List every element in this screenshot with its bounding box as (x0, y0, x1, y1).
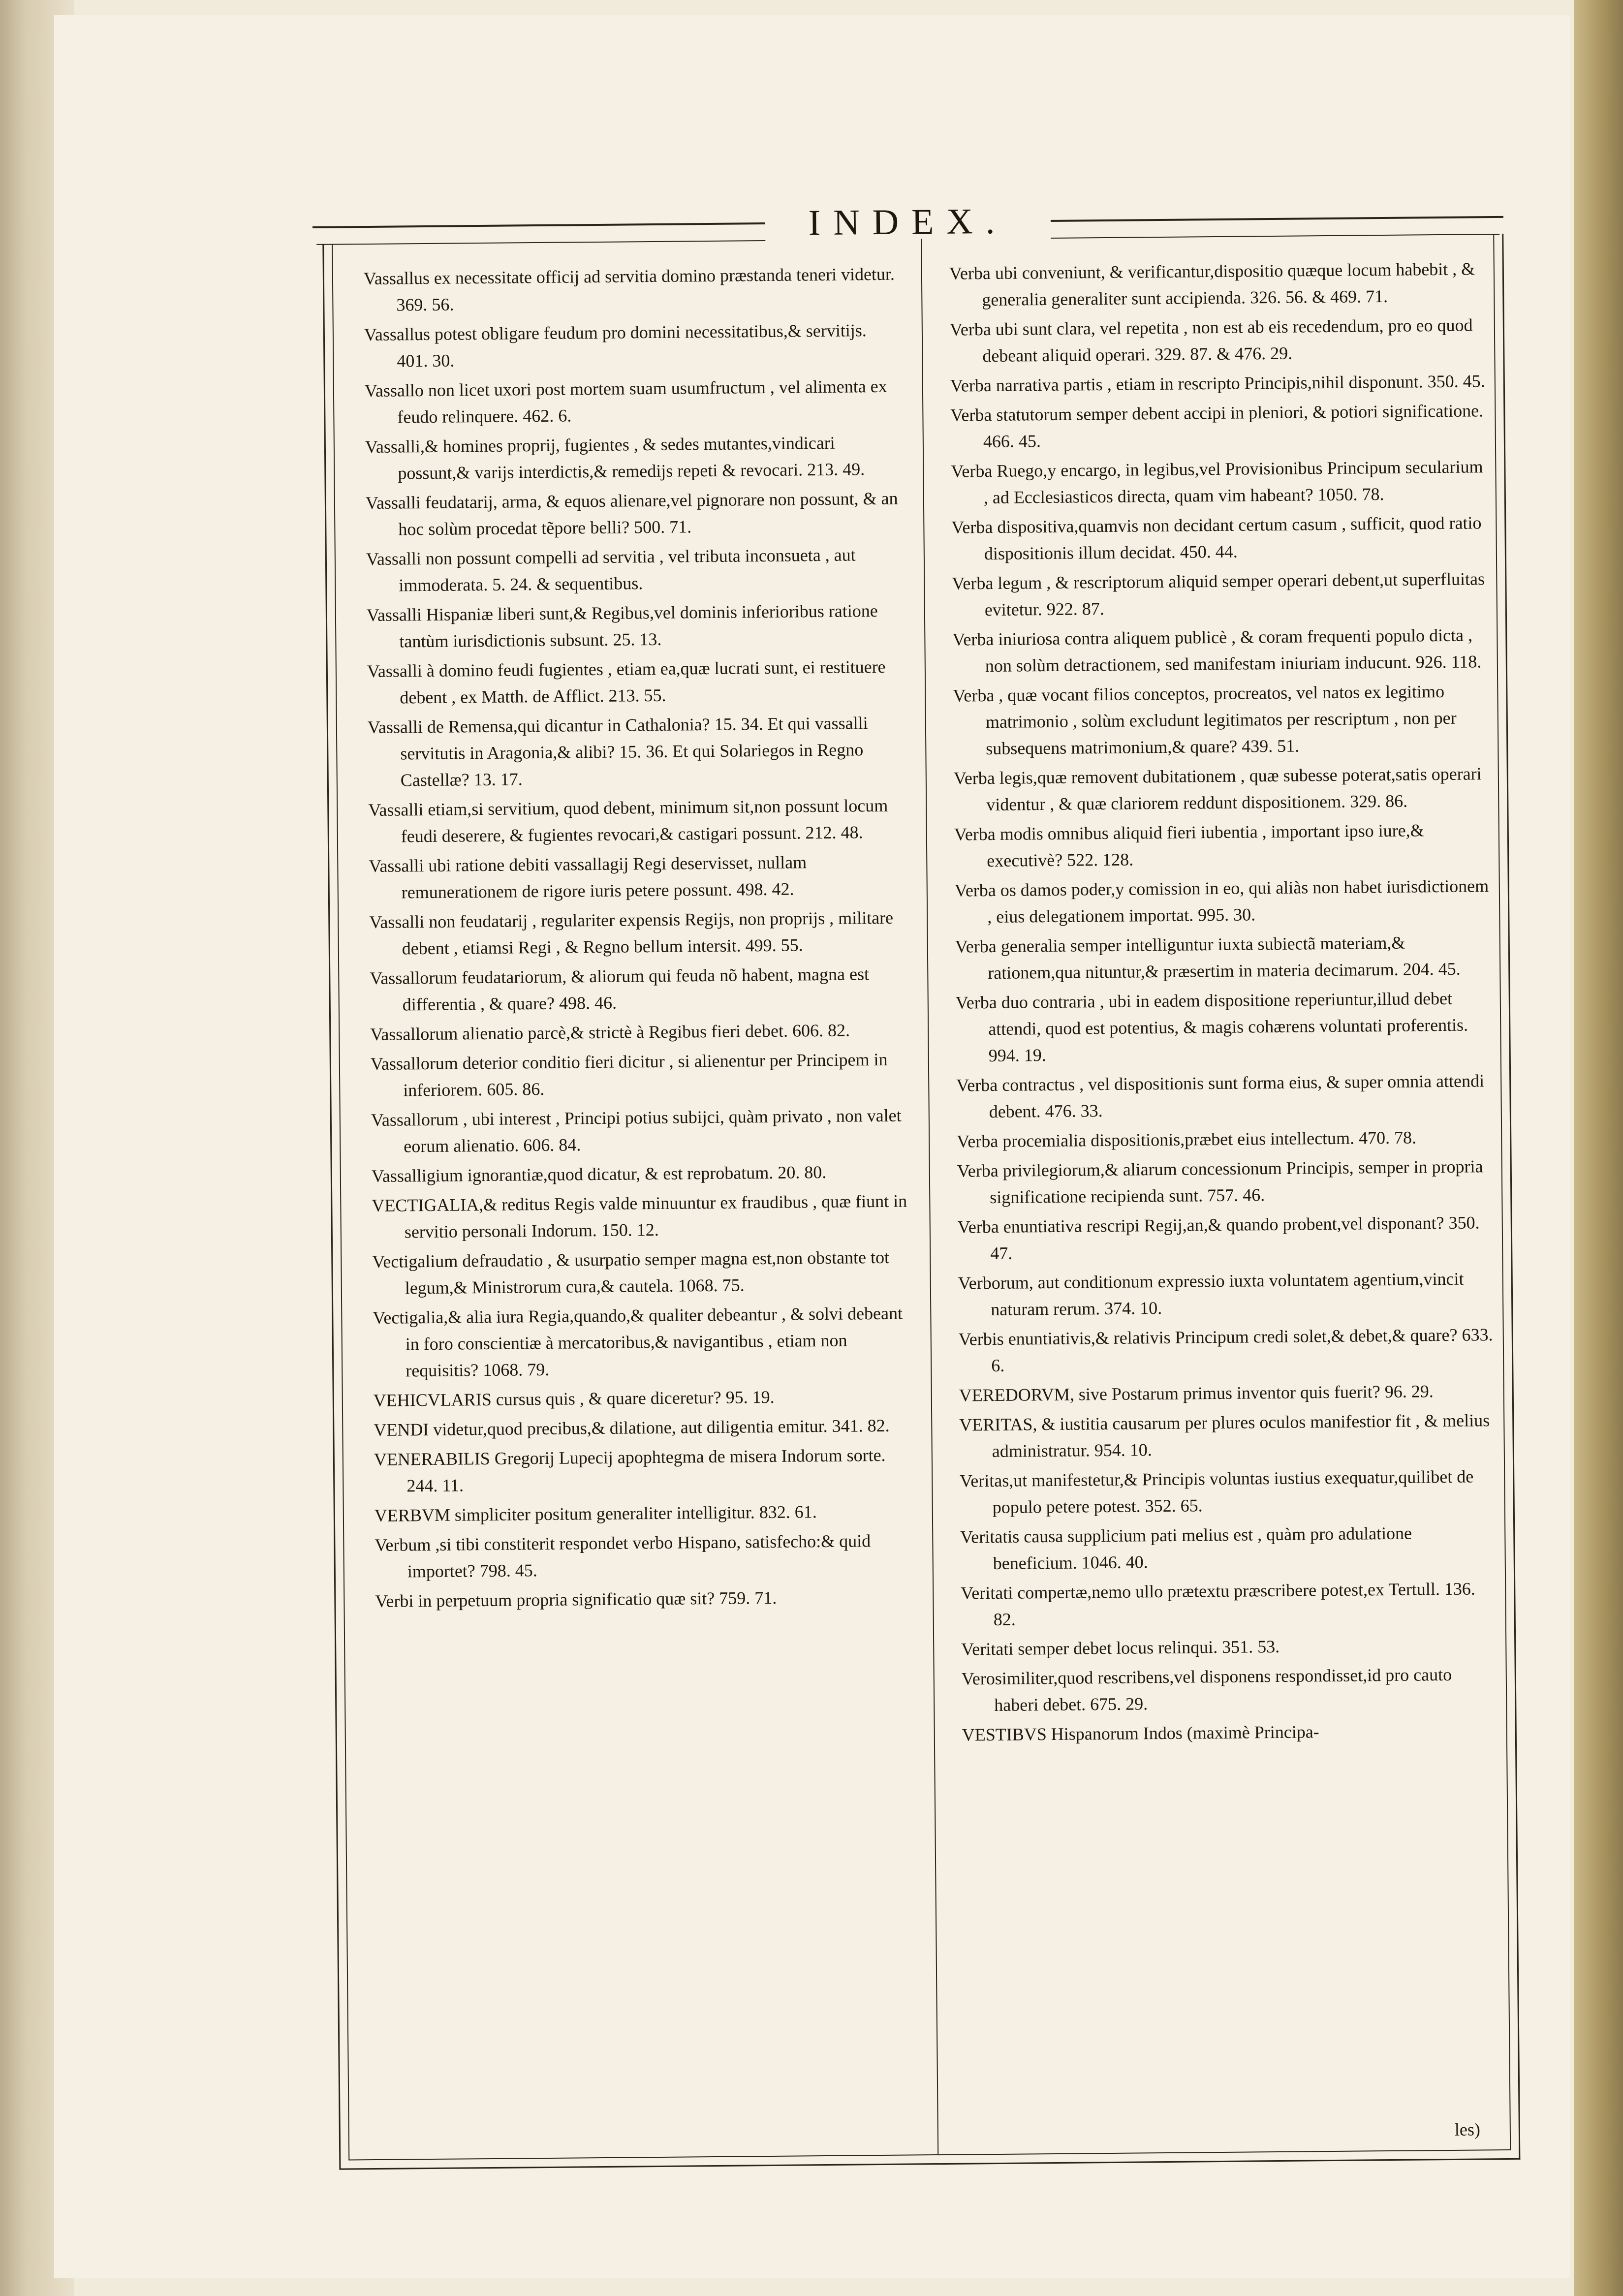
index-entry: Vassallus ex necessitate officij ad servitia domino præstanda teneri videtur. 369. 56. (363, 264, 895, 315)
index-entry: Verba narrativa partis , etiam in rescripto Principis,nihil disponunt. 350. 45. (950, 371, 1485, 396)
index-entry: Veritatis causa supplicium pati melius est , quàm pro adulatione beneficium. 1046. 40. (960, 1523, 1412, 1574)
index-entry: Vassallo non licet uxori post mortem suam usumfructum , vel alimenta ex feudo relinquere. 462. 6. (364, 376, 887, 427)
index-entry: Verba enuntiativa rescripi Regij,an,& quando probent,vel disponant? 350. 47. (957, 1212, 1480, 1264)
index-entry: VENDI videtur,quod precibus,& dilatione, aut diligentia emitur. 341. 82. (374, 1415, 890, 1440)
index-entry: Verba modis omnibus aliquid fieri iubentia , important ipso iure,& executivè? 522. 128. (954, 820, 1424, 871)
catchword: les) (1454, 2119, 1481, 2140)
index-entry: Verba statutorum semper debent accipi in pleniori, & potiori significatione. 466. 45. (950, 401, 1484, 452)
index-entry: Verba contractus , vel dispositionis sunt forma eius, & super omnia attendi debent. 476. 33. (956, 1071, 1485, 1122)
index-entry: Vassallorum deterior conditio fieri dicitur , si alienentur per Principem in inferiorem. 605. 86. (370, 1049, 888, 1100)
index-entry: Verbis enuntiativis,& relativis Principum credi solet,& debet,& quare? 633. 6. (958, 1325, 1493, 1376)
index-entry: Verba legum , & rescriptorum aliquid semper operari debent,ut superfluitas evitetur. 922. 87. (952, 569, 1485, 620)
index-entry: Vassallus potest obligare feudum pro domini necessitatibus,& servitijs. 401. 30. (364, 320, 867, 371)
index-entry: Verbum ,si tibi constiterit respondet verbo Hispano, satisfecho:& quid importet? 798. 45. (375, 1531, 871, 1582)
index-entry: Verosimiliter,quod rescribens,vel disponens respondisset,id pro cauto haberi debet. 675. 29. (961, 1664, 1452, 1715)
index-entry: Vassallorum feudatariorum, & aliorum qui feuda nõ habent, magna est differentia , & quare? 498. 46. (370, 964, 870, 1015)
index-entry: Vassalligium ignorantiæ,quod dicatur, & est reprobatum. 20. 80. (371, 1162, 827, 1186)
index-entry: Vassalli non feudatarij , regulariter expensis Regijs, non proprijs , militare debent , etiamsi Regi , & Regno bellum intersit. 499. 55. (369, 907, 894, 959)
index-entry: Verba duo contraria , ubi in eadem dispositione reperiuntur,illud debet attendi, quod est potentius, & magis cohærens voluntati proferentis. 994. 19. (955, 988, 1468, 1066)
book-page (54, 15, 1570, 2278)
index-entry: Vassalli de Remensa,qui dicantur in Cathalonia? 15. 34. Et qui vassalli servitutis in Aragonia,& alibi? 15. 36. Et qui Solariegos in Regno Castellæ? 13. 17. (367, 713, 868, 790)
index-entry: Verborum, aut conditionum expressio iuxta voluntatem agentium,vincit naturam rerum. 374. 10. (958, 1269, 1464, 1320)
index-entry: Veritati compertæ,nemo ullo prætextu præscribere potest,ex Tertull. 136. 82. (961, 1579, 1476, 1630)
index-entry: Vectigalia,& alia iura Regia,quando,& qualiter debeantur , & solvi debeant in foro conscientiæ à mercatoribus,& navigantibus , etiam non requisitis? 1068. 79. (373, 1303, 903, 1381)
index-entry: Vassallorum , ubi interest , Principi potius subijci, quàm privato , non valet eorum alienatio. 606. 84. (371, 1105, 902, 1156)
left-column (364, 261, 912, 1617)
index-entry: VECTIGALIA,& reditus Regis valde minuuntur ex fraudibus , quæ fiunt in servitio personali Indorum. 150. 12. (372, 1191, 907, 1242)
index-entry: VERITAS, & iustitia causarum per plures oculos manifestior fit , & melius administratur. 954. 10. (959, 1410, 1490, 1461)
index-entry: VERBVM simpliciter positum generaliter intelligitur. 832. 61. (374, 1502, 817, 1526)
index-entry: VESTIBVS Hispanorum Indos (maximè Principa- (962, 1722, 1319, 1745)
page-title: INDEX. (808, 201, 1008, 244)
index-entry: Vassalli non possunt compelli ad servitia , vel tributa inconsueta , aut immoderata. 5. 24. & sequentibus. (366, 545, 856, 595)
index-entry: Verba dispositiva,quamvis non decidant certum casum , sufficit, quod ratio dispositionis illum decidat. 450. 44. (951, 513, 1482, 564)
index-entry: Vassallorum alienatio parcè,& strictè à Regibus fieri debet. 606. 82. (370, 1020, 850, 1045)
index-entry: Verba os damos poder,y comission in eo, qui aliàs non habet iurisdictionem , eius delegationem importat. 995. 30. (954, 876, 1489, 927)
index-entry: Verbi in perpetuum propria significatio quæ sit? 759. 71. (375, 1587, 777, 1611)
index-entry: Vectigalium defraudatio , & usurpatio semper magna est,non obstante tot legum,& Ministrorum cura,& cautela. 1068. 75. (372, 1247, 890, 1298)
index-entry: Verba ubi conveniunt, & verificantur,dispositio quæque locum habebit , & generalia generaliter sunt accipienda. 326. 56. & 469. 71. (949, 259, 1475, 310)
book-spine (1574, 0, 1623, 2296)
index-entry: Vassalli,& homines proprij, fugientes , & sedes mutantes,vindicari possunt,& varijs interdictis,& remedijs repeti & revocari. 213. 49. (365, 433, 865, 483)
index-entry: Verba procemialia dispositionis,præbet eius intellectum. 470. 78. (957, 1127, 1417, 1151)
column-divider (921, 239, 938, 2154)
index-box-inner (332, 234, 1511, 2160)
index-entry: Vassalli Hispaniæ liberi sunt,& Regibus,vel dominis inferioribus ratione tantùm iurisdictionis subsunt. 25. 13. (366, 601, 878, 652)
index-entry: Vassalli ubi ratione debiti vassallagij Regi deservisset, nullam remunerationem de rigore iuris petere possunt. 498. 42. (369, 852, 807, 902)
index-entry: Vassalli à domino feudi fugientes , etiam ea,quæ lucrati sunt, ei restituere debent , ex Matth. de Afflict. 213. 55. (367, 656, 886, 708)
index-frame (312, 201, 1520, 2170)
index-box (322, 234, 1520, 2170)
index-entry: Verba Ruego,y encargo, in legibus,vel Provisionibus Principum secularium , ad Ecclesiasticos directa, quam vim habeant? 1050. 78. (951, 457, 1483, 508)
index-entry: VEHICVLARIS cursus quis , & quare diceretur? 95. 19. (373, 1387, 775, 1411)
index-entry: Vassalli etiam,si servitium, quod debent, minimum sit,non possunt locum feudi deserere, & fugientes revocari,& castigari possunt. 212. 48. (368, 795, 888, 846)
index-entry: Verba , quæ vocant filios conceptos, procreatos, vel natos ex legitimo matrimonio , solùm excludunt legitimatos per rescriptum , non per subsequens matrimonium,& quare? 439. 51. (953, 681, 1457, 759)
index-entry: VENERABILIS Gregorij Lupecij apophtegma de misera Indorum sorte. 244. 11. (374, 1445, 886, 1496)
index-entry: Veritati semper debet locus relinqui. 351. 53. (961, 1636, 1280, 1659)
index-entry: Verba ubi sunt clara, vel repetita , non est ab eis recedendum, pro eo quod debeant aliquid operari. 329. 87. & 476. 29. (949, 315, 1473, 366)
right-column (949, 255, 1498, 1751)
index-entry: Verba privilegiorum,& aliarum concessionum Principis, semper in propria significatione recipienda sunt. 757. 46. (957, 1156, 1483, 1208)
index-entry: VEREDORVM, sive Postarum primus inventor quis fuerit? 96. 29. (959, 1381, 1434, 1405)
index-entry: Veritas,ut manifestetur,& Principis voluntas iustius exequatur,quilibet de populo petere potest. 352. 65. (960, 1466, 1474, 1518)
index-entry: Vassalli feudatarij, arma, & equos alienare,vel pignorare non possunt, & an hoc solùm procedat tẽpore belli? 500. 71. (365, 488, 898, 539)
index-entry: Verba legis,quæ removent dubitationem , quæ subesse poterat,satis operari videntur , & quæ clariorem reddunt dispositionem. 329. 86. (953, 764, 1482, 815)
index-entry: Verba generalia semper intelliguntur iuxta subiectã materiam,& rationem,qua nituntur,& præsertim in materia decimarum. 204. 45. (955, 932, 1461, 983)
index-entry: Verba iniuriosa contra aliquem publicè , & coram frequenti populo dicta , non solùm detractionem, sed manifestam iniuriam inducunt. 926. 118. (952, 625, 1482, 676)
